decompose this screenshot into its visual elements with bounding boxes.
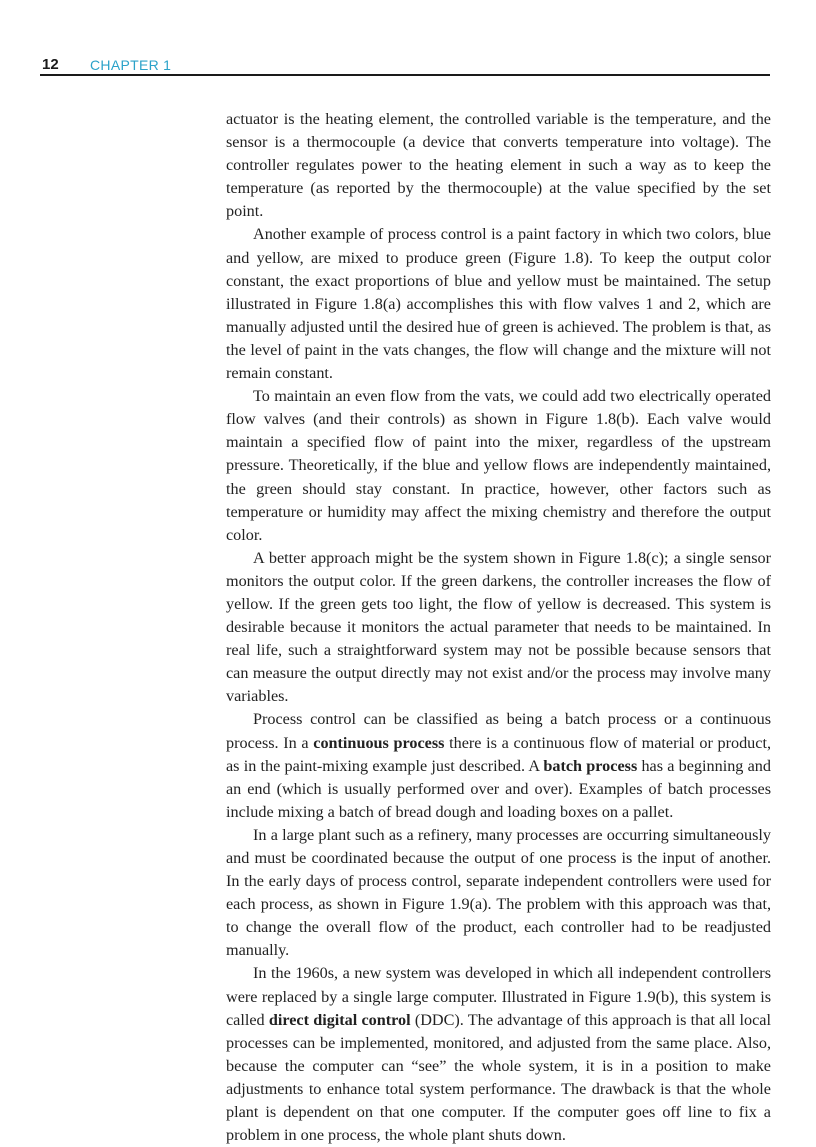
chapter-label: CHAPTER 1: [90, 57, 172, 73]
paragraph: [226, 824, 771, 963]
paragraph: [226, 547, 771, 709]
paragraph-text: there is a continuous flow of material or product, as in the paint-mixing example just described. A: [226, 733, 771, 775]
paragraph-text: has a beginning and an end (which is usually performed over and over). Examples of batch processes include mixing a batch of bread dough and loading boxes on a pallet.: [226, 756, 771, 821]
paragraph: [226, 962, 771, 1147]
paragraph-text: In the 1960s, a new system was developed in which all independent controllers were replaced by a single large computer. Illustrated in Figure 1.9(b), this system is called: [226, 964, 771, 1029]
paragraph: [226, 223, 771, 385]
body-text: [226, 108, 771, 1147]
paragraph-text: In a large plant such as a refinery, many processes are occurring simultaneously and must be coordinated because the output of one process is the input of another. In the early days of process control, separate independent controllers were used for each process, as shown in Figure 1.9(a). The problem with this approach was that, to change the overall flow of the product, each controller had to be readjusted manually.: [226, 825, 771, 960]
paragraph-text: Process control can be classified as being a batch process or a continuous process. In a: [226, 710, 771, 752]
paragraph: [226, 708, 771, 823]
key-term: continuous process: [313, 733, 445, 752]
running-header: [40, 56, 770, 76]
paragraph-text: (DDC). The advantage of this approach is that all local processes can be implemented, monitored, and adjusted from the same place. Also, because the computer can “see” the whole system, it is in a position to make adjustments to enhance total system performance. The drawback is that the whole plant is dependent on that one computer. If the computer goes off line to fix a problem in one process, the whole plant shuts down.: [226, 1010, 771, 1145]
paragraph-text: A better approach might be the system shown in Figure 1.8(c); a single sensor monitors the output color. If the green darkens, the controller increases the flow of yellow. If the green gets too light, the flow of yellow is decreased. This system is desirable because it monitors the actual parameter that needs to be maintained. In real life, such a straightforward system may not be possible because sensors that can measure the output directly may not exist and/or the process may involve many variables.: [226, 548, 771, 706]
paragraph: [226, 108, 771, 223]
paragraph-text: actuator is the heating element, the controlled variable is the temperature, and the sensor is a thermocouple (a device that converts temperature into voltage). The controller regulates power to the heating element in such a way as to keep the temperature (as reported by the thermocouple) at the value specified by the set point.: [226, 110, 771, 221]
paragraph-text: Another example of process control is a paint factory in which two colors, blue and yellow, are mixed to produce green (Figure 1.8). To keep the output color constant, the exact proportions of blue and yellow must be maintained. The setup illustrated in Figure 1.8(a) accomplishes this with flow valves 1 and 2, which are manually adjusted until the desired hue of green is achieved. The problem is that, as the level of paint in the vats changes, the flow will change and the mixture will not remain constant.: [226, 225, 771, 383]
key-term: direct digital control: [268, 1010, 411, 1029]
page-number: 12: [42, 56, 59, 73]
paragraph: [226, 385, 771, 547]
paragraph-text: To maintain an even flow from the vats, we could add two electrically operated flow valves (and their controls) as shown in Figure 1.8(b). Each valve would maintain a specified flow of paint into the mixer, regardless of the upstream pressure. Theoretically, if the blue and yellow flows are independently maintained, the green should stay constant. In practice, however, other factors such as temperature or humidity may affect the mixing chemistry and therefore the output color.: [226, 387, 771, 544]
key-term: batch process: [543, 756, 638, 775]
